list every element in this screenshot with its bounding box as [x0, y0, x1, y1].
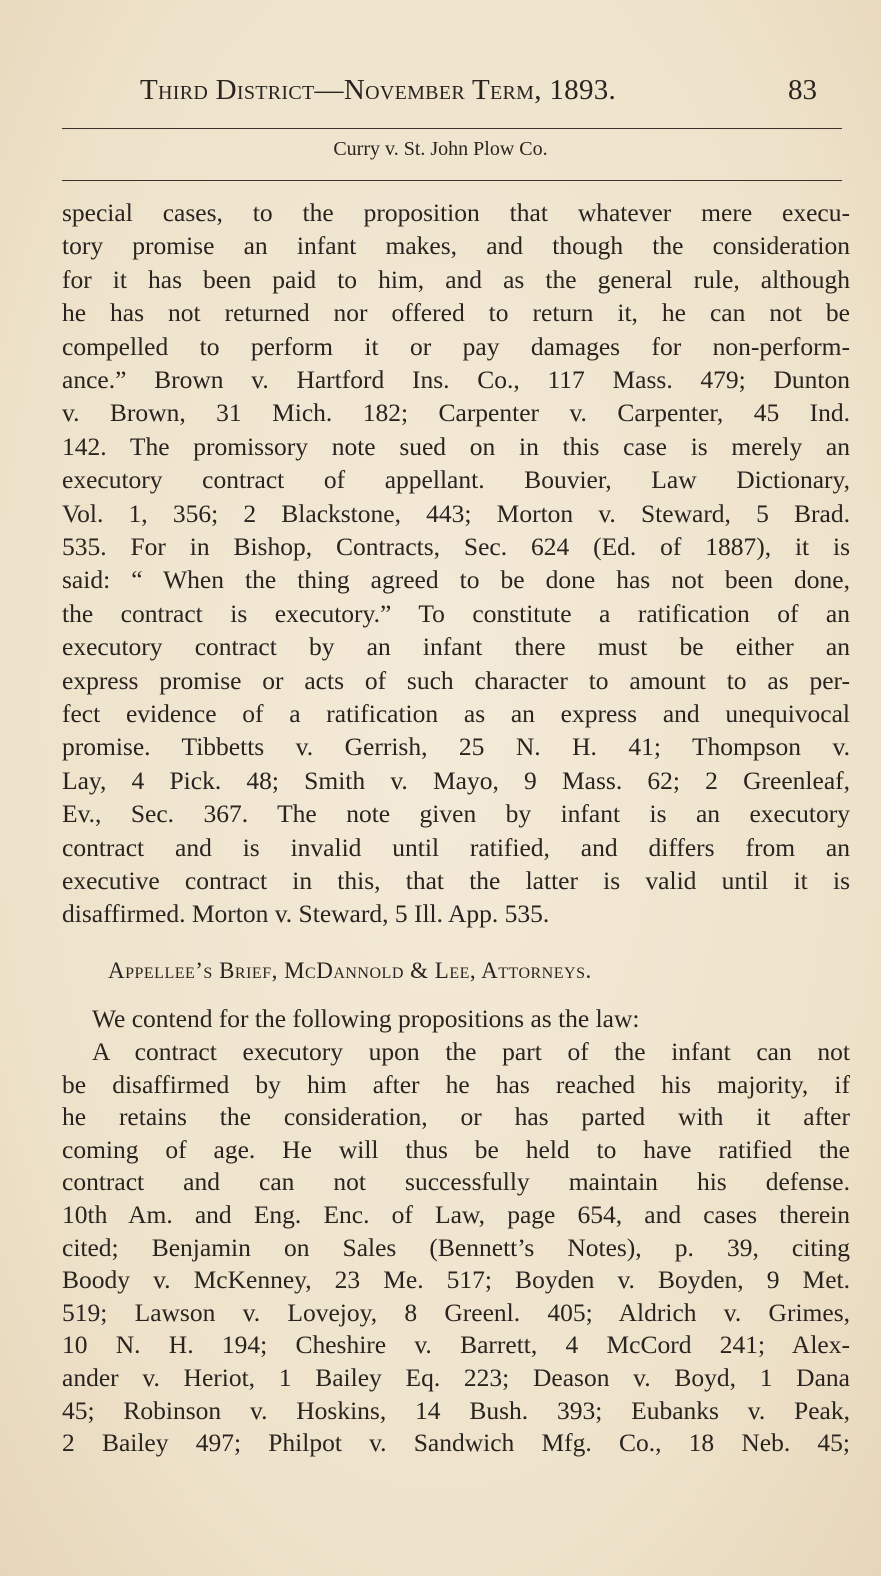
text-line: cited; Benjamin on Sales (Bennett’s Notes), p. 39, citing [62, 1232, 850, 1262]
text-line: he retains the consideration, or has parted with it after [62, 1102, 850, 1132]
text-line: 535. For in Bishop, Contracts, Sec. 624 (Ed. of 1887), it is [62, 532, 850, 561]
bottom-rule [62, 180, 842, 181]
text-line: express promise or acts of such character to amount to as per- [62, 665, 850, 695]
text-line: 142. The promissory note sued on in this case is merely an [62, 431, 850, 461]
text-line: executive contract in this, that the latter is valid until it is [62, 866, 850, 895]
appellee-heading: Appellee’s Brief, McDannold & Lee, Attorneys. [108, 958, 592, 983]
text-line: special cases, to the proposition that whatever mere execu- [62, 198, 850, 227]
text-line: contract and can not successfully maintain his defense. [62, 1167, 850, 1197]
appellee-intro: We contend for the following propositions as the law: [92, 1004, 640, 1033]
text-line: the contract is executory.” To constitute a ratification of an [62, 598, 850, 628]
text-line: Boody v. McKenney, 23 Me. 517; Boyden v. Boyden, 9 Met. [62, 1265, 850, 1295]
text-line: he has not returned nor offered to return it, he can not be [62, 298, 850, 328]
case-title: Curry v. St. John Plow Co. [333, 138, 548, 160]
text-line: executory contract by an infant there must be either an [62, 632, 850, 662]
text-line: for it has been paid to him, and as the general rule, although [62, 264, 850, 294]
page-number: 83 [788, 74, 817, 106]
text-line: tory promise an infant makes, and though the consideration [62, 231, 850, 261]
top-rule [62, 128, 842, 129]
running-head: Third District—November Term, 1893. [140, 74, 617, 106]
text-line: ander v. Heriot, 1 Bailey Eq. 223; Deason v. Boyd, 1 Dana [62, 1363, 850, 1392]
text-line: 2 Bailey 497; Philpot v. Sandwich Mfg. Co., 18 Neb. 45; [62, 1428, 850, 1458]
text-line: contract and is invalid until ratified, and differs from an [62, 832, 850, 862]
text-line: be disaffirmed by him after he has reached his majority, if [62, 1069, 850, 1099]
text-line: coming of age. He will thus be held to have ratified the [62, 1134, 850, 1164]
text-line: disaffirmed. Morton v. Steward, 5 Ill. App. 535. [62, 899, 550, 929]
text-line: 45; Robinson v. Hoskins, 14 Bush. 393; Eubanks v. Peak, [62, 1395, 850, 1425]
text-line: 519; Lawson v. Lovejoy, 8 Greenl. 405; Aldrich v. Grimes, [62, 1297, 850, 1327]
text-line: ance.” Brown v. Hartford Ins. Co., 117 Mass. 479; Dunton [62, 365, 850, 394]
text-line: promise. Tibbetts v. Gerrish, 25 N. H. 41; Thompson v. [62, 732, 850, 762]
text-line: 10 N. H. 194; Cheshire v. Barrett, 4 McCord 241; Alex- [62, 1330, 850, 1360]
text-line: executory contract of appellant. Bouvier, Law Dictionary, [62, 465, 850, 495]
text-line: v. Brown, 31 Mich. 182; Carpenter v. Carpenter, 45 Ind. [62, 398, 850, 428]
text-line: 10th Am. and Eng. Enc. of Law, page 654, and cases therein [62, 1200, 850, 1229]
text-line: compelled to perform it or pay damages for non-perform- [62, 331, 850, 361]
text-line: fect evidence of a ratification as an express and unequivocal [62, 699, 850, 728]
text-line: Lay, 4 Pick. 48; Smith v. Mayo, 9 Mass. 62; 2 Greenleaf, [62, 765, 850, 795]
text-line: A contract executory upon the part of the infant can not [92, 1037, 850, 1066]
text-line: Vol. 1, 356; 2 Blackstone, 443; Morton v. Steward, 5 Brad. [62, 498, 850, 528]
text-line: said: “ When the thing agreed to be done has not been done, [62, 565, 850, 595]
text-line: Ev., Sec. 367. The note given by infant is an executory [62, 799, 850, 829]
